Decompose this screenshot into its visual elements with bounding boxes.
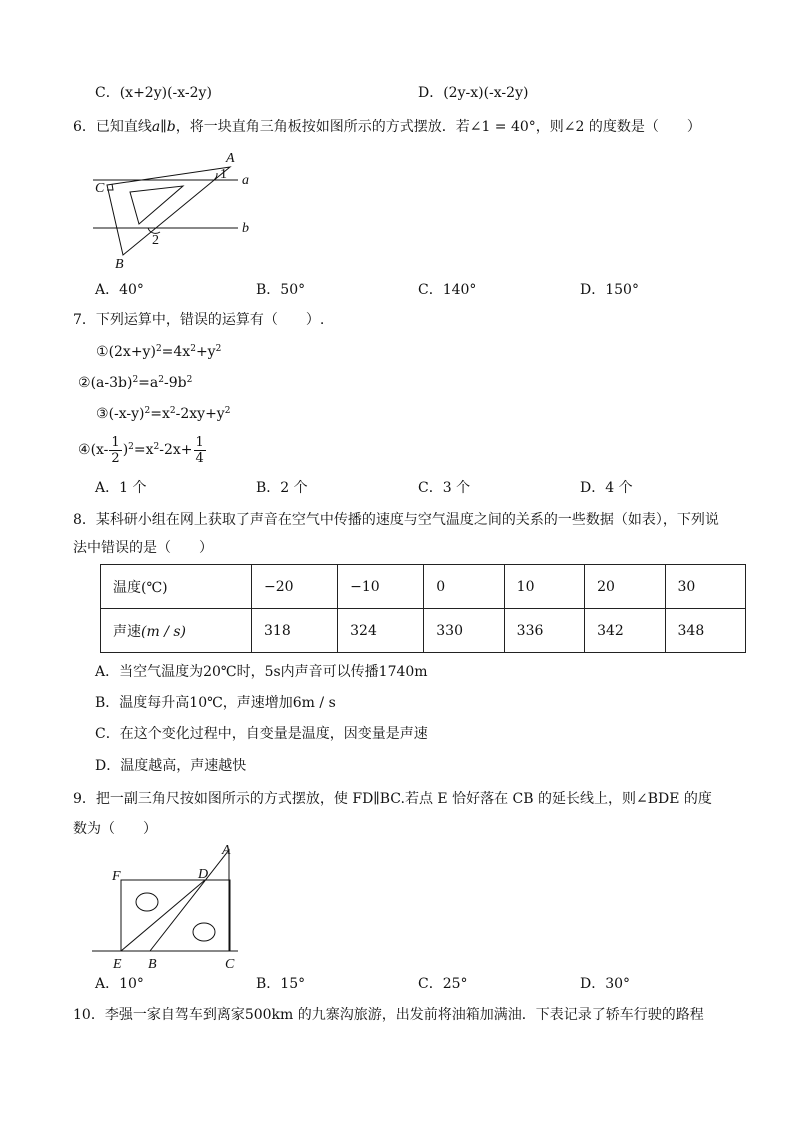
table-cell: 342 xyxy=(585,609,665,653)
q5-option-d: D．(2y-x)(-x-2y) xyxy=(418,85,529,101)
q6-label-angle-2: 2 xyxy=(152,233,159,248)
q7-fraction-half: $\frac{1}{2}$ xyxy=(111,434,120,466)
q7-option-c: C．3 个 xyxy=(418,480,471,496)
q7-item-3: $③(-x-y)^2=x^2-2xy+y^2$ xyxy=(96,406,231,422)
q6-angle-1-arc xyxy=(214,173,217,180)
q8-option-d: D．温度越高，声速越快 xyxy=(95,758,247,774)
q6-option-b: B．50° xyxy=(256,282,306,298)
q6-var-a: a xyxy=(151,119,161,135)
table-cell: 20 xyxy=(585,565,665,609)
q6-stem xyxy=(73,118,701,136)
q9-stem-line1: 9．把一副三角尺按如图所示的方式摆放，使 FD∥BC.若点 E 恰好落在 CB 的延长线上，则∠BDE 的度 xyxy=(73,791,712,807)
q9-option-c: C．25° xyxy=(418,976,468,992)
q6-stem-part2: ，将一块直角三角板按如图所示的方式摆放．若∠1 = 40°，则∠2 的度数是（ ） xyxy=(175,119,701,135)
q6-label-a-vertex: A xyxy=(226,151,235,166)
q9-rectangle-frame xyxy=(121,880,230,951)
q9-label-e: E xyxy=(113,957,122,972)
q9-line-ed xyxy=(121,880,205,951)
q9-label-a: A xyxy=(222,843,231,858)
table-header-speed: 声速(m / s) xyxy=(101,609,252,653)
q7-option-d: D．4 个 xyxy=(580,480,633,496)
q6-label-angle-1: 1 xyxy=(220,167,227,182)
table-cell: −10 xyxy=(338,565,424,609)
q8-stem-line1: 8．某科研小组在网上获取了声音在空气中传播的速度与空气温度之间的关系的一些数据（如表），下列说 xyxy=(73,512,719,528)
q9-label-f: F xyxy=(112,869,121,884)
q7-option-a: A．1 个 xyxy=(95,480,147,496)
q6-option-c: C．140° xyxy=(418,282,477,298)
q8-stem-line2: 法中错误的是（ ） xyxy=(73,540,213,556)
q6-parallel: ∥ xyxy=(160,119,167,135)
q7-fraction-quarter: $\frac{1}{4}$ xyxy=(195,434,204,466)
table-row xyxy=(101,609,746,653)
q6-label-b-vertex: B xyxy=(115,257,124,272)
table-header-temperature: 温度(℃) xyxy=(101,565,252,609)
q8-option-c: C．在这个变化过程中，自变量是温度，因变量是声速 xyxy=(95,726,428,742)
q6-option-d: D．150° xyxy=(580,282,639,298)
q9-hole-left xyxy=(136,893,158,911)
q6-label-line-b: b xyxy=(242,221,249,236)
table-cell: 0 xyxy=(424,565,504,609)
table-cell: 30 xyxy=(665,565,745,609)
q6-triangle-inner xyxy=(130,186,183,224)
q7-item-4: ④(x- $\frac{1}{2}$ )$^2=x^2-2x+$ $\frac{1}{4}$ xyxy=(78,434,204,466)
q9-option-d: D．30° xyxy=(580,976,631,992)
q7-option-b: B．2 个 xyxy=(256,480,308,496)
q6-label-c-vertex: C xyxy=(95,181,105,196)
table-cell: 318 xyxy=(252,609,338,653)
q9-option-b: B．15° xyxy=(256,976,306,992)
table-cell: 324 xyxy=(338,609,424,653)
q6-var-b: b xyxy=(166,119,176,135)
q6-label-line-a: a xyxy=(242,173,249,188)
q6-figure xyxy=(90,148,270,272)
q9-triangle-abc xyxy=(150,850,229,951)
table-cell: 330 xyxy=(424,609,504,653)
q9-label-d: D xyxy=(198,867,209,882)
q9-figure xyxy=(88,838,258,972)
q8-option-b: B．温度每升高10℃，声速增加6m / s xyxy=(95,695,336,711)
q5-option-c: C．(x+2y)(-x-2y) xyxy=(95,85,212,101)
q6-option-a: A．40° xyxy=(95,282,144,298)
q9-stem-line2: 数为（ ） xyxy=(73,821,157,837)
table-cell: 10 xyxy=(504,565,584,609)
q8-data-table xyxy=(100,564,746,653)
q10-stem: 10．李强一家自驾车到离家500km 的九寨沟旅游，出发前将油箱加满油．下表记录了轿车行驶的路程 xyxy=(73,1007,704,1023)
table-cell: 348 xyxy=(665,609,745,653)
table-row xyxy=(101,565,746,609)
q7-item-2: $②(a-3b)^2=a^2-9b^2$ xyxy=(78,375,193,391)
table-cell: 336 xyxy=(504,609,584,653)
q7-item-1: $①(2x+y)^2=4x^2+y^2$ xyxy=(96,344,222,360)
q7-stem: 7．下列运算中，错误的运算有（ ）. xyxy=(73,312,325,328)
q9-hole-right xyxy=(193,923,215,941)
q9-option-a: A．10° xyxy=(95,976,144,992)
q6-stem-part1: 6．已知直线 xyxy=(73,119,152,135)
q9-label-b: B xyxy=(148,957,157,972)
q9-label-c: C xyxy=(225,957,235,972)
table-cell: −20 xyxy=(252,565,338,609)
q8-option-a: A．当空气温度为20℃时，5s内声音可以传播1740m xyxy=(95,664,428,680)
